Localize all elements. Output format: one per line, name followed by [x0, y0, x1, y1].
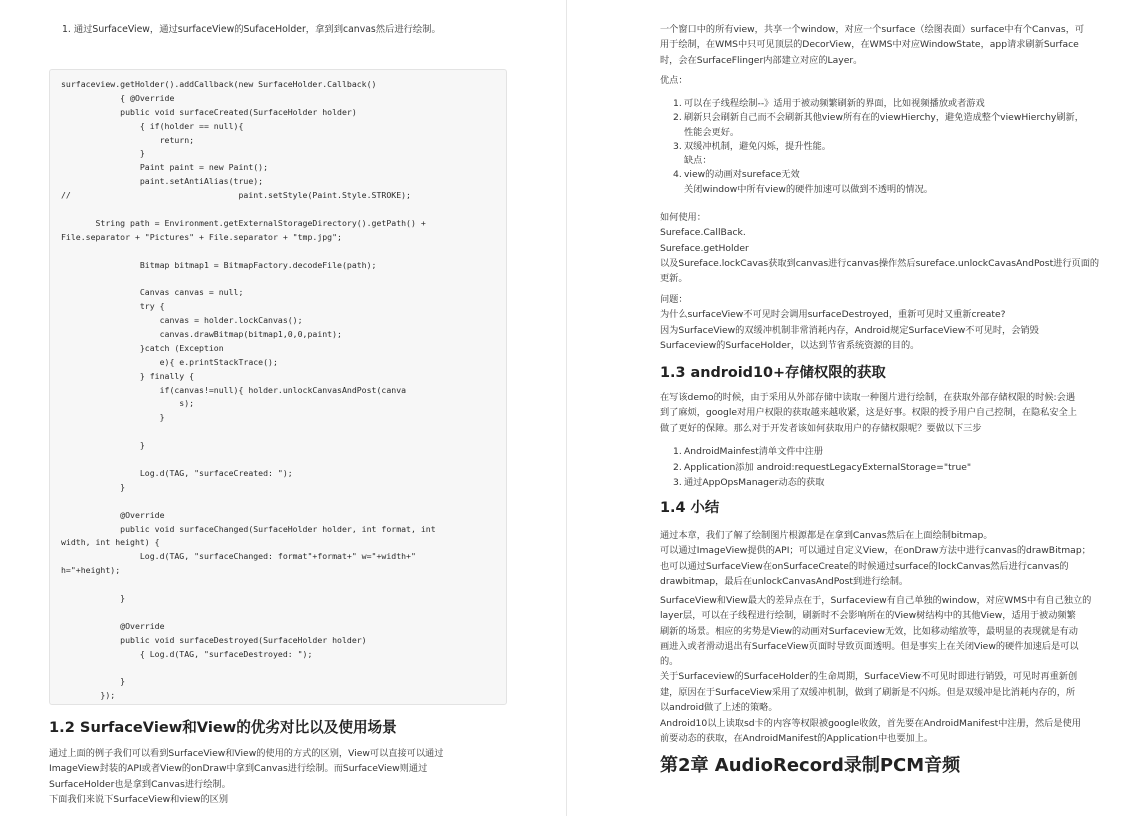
- list-item: [673, 97, 1113, 111]
- list-item: [673, 444, 1113, 460]
- text-line: 以android做了上述的策略。: [660, 702, 778, 714]
- code-line: }: [61, 676, 126, 687]
- summary-paragraph-1: [660, 528, 1112, 589]
- code-line: });: [61, 690, 116, 701]
- code-line: [61, 272, 496, 286]
- advantages-list: [673, 97, 1113, 197]
- text-line: 通过上面的例子我们可以看到SurfaceView和View的使用的方式的区别，View可以直接可以通过: [49, 748, 444, 759]
- text-line: 以及Sureface.lockCavas获取到canvas进行canvas操作然后sureface.unlockCavasAndPost进行页面的: [660, 257, 1100, 269]
- text-line: Sureface.getHolder: [660, 242, 749, 254]
- section-heading-1-3: 1.3 android10+存储权限的获取: [660, 365, 886, 381]
- list-number: 2.: [673, 112, 682, 124]
- text-line: 为什么surfaceView不可见时会调用surfaceDestroyed，重新可见时又重新create?: [660, 309, 1006, 321]
- code-line: // paint.setStyle(Paint.Style.STROKE);: [61, 190, 411, 201]
- list-text-continued: 关闭window中所有view的硬件加速可以做到不透明的情况。: [684, 183, 933, 195]
- summary-paragraph-3: [660, 716, 1112, 747]
- section-heading-1-2: 1.2 SurfaceView和View的优劣对比以及使用场景: [49, 719, 397, 736]
- text-line: SurfaceView和View最大的差异点在于，Surfaceview有自己单独的window，对应WMS中有自己独立的: [660, 595, 1092, 606]
- text-line: 时，会在SurfaceFlinger内部建立对应的Layer。: [660, 54, 863, 66]
- text-line: 到了麻烦，google对用户权限的获取越来越收紧，这是好事。权限的授予用户自己控制，在隐私安全上: [660, 407, 1077, 419]
- code-line: @Override: [61, 509, 165, 520]
- list-item: [673, 140, 1113, 169]
- code-line: [61, 425, 496, 439]
- code-line: }: [61, 592, 126, 603]
- text-line: 通过本章，我们了解了绘制图片根源都是在拿到Canvas然后在上面绘制bitmap。: [660, 530, 993, 541]
- text-line: 一个窗口中的所有view，共享一个window，对应一个surface（绘图表面）surface中有个Canvas，可: [660, 24, 1085, 35]
- code-line: @Override: [61, 620, 165, 631]
- code-line: return;: [61, 134, 195, 145]
- code-line: }: [61, 481, 126, 492]
- text-line: 如何使用：: [660, 212, 706, 223]
- text-line: Surfaceview的SurfaceHolder，以达到节省系统资源的目的。: [660, 339, 920, 351]
- section-1-3-paragraph: [660, 390, 1112, 436]
- text-line: 下面我们来说下SurfaceView和view的区别: [49, 793, 229, 805]
- code-line: canvas = holder.lockCanvas();: [61, 315, 303, 326]
- code-line: File.separator + "Pictures" + File.separator + "tmp.jpg";: [61, 231, 342, 242]
- code-line: { @Override: [61, 92, 175, 103]
- code-line: width, int height) {: [61, 537, 160, 548]
- code-line: e){ e.printStackTrace();: [61, 356, 278, 367]
- summary-paragraph-2: [660, 593, 1112, 715]
- text-line: ImageView封装的API或者View的onDraw中拿到Canvas进行绘制。而SurfaceView则通过: [49, 763, 428, 775]
- code-line: canvas.drawBitmap(bitmap1,0,0,paint);: [61, 329, 342, 340]
- text-line: 做了更好的保障。那么对于开发者该如何获取用户的存储权限呢？要做以下三步: [660, 422, 982, 434]
- code-line: Canvas canvas = null;: [61, 287, 244, 298]
- list-text: 通过AppOpsManager动态的获取: [684, 477, 825, 489]
- text-line: 关于Surfaceview的SurfaceHolder的生命周期，SurfaceView不可见时即进行销毁，可见时再重新创: [660, 671, 1078, 683]
- code-line: [61, 245, 496, 259]
- text-line: Android10以上读取sd卡的内容等权限被google收敛，首先要在AndroidManifest中注册，然后是使用: [660, 718, 1081, 729]
- steps-list: [673, 444, 1113, 491]
- list-number: 3.: [673, 477, 682, 489]
- text-line: 用于绘制，在WMS中只可见顶层的DecorView，在WMS中对应WindowState，app请求刷新Surface: [660, 39, 1079, 51]
- list-text: AndroidMainfest清单文件中注册: [684, 446, 824, 457]
- code-line: [61, 453, 496, 467]
- code-line: surfaceview.getHolder().addCallback(new SurfaceHolder.Callback(): [61, 79, 377, 89]
- code-line: { Log.d(TAG, "surfaceDestroyed: ");: [61, 648, 313, 659]
- question-paragraph: [660, 292, 1112, 353]
- list-text: Application添加 android:requestLegacyExternalStorage="true": [684, 461, 972, 473]
- text-line: 的。: [660, 656, 679, 668]
- code-line: [61, 495, 496, 509]
- list-text: 刷新只会刷新自己而不会刷新其他view所有在的viewHierchy，避免造成整个viewHierchy刷新，: [684, 112, 1084, 124]
- code-line: Log.d(TAG, "surfaceChanged: format"+format+" w="+width+": [61, 551, 416, 562]
- code-line: }: [61, 412, 165, 423]
- code-line: { if(holder == null){: [61, 120, 244, 131]
- code-line: } finally {: [61, 370, 195, 381]
- list-text: view的动画对sureface无效: [684, 169, 800, 181]
- code-line: [61, 203, 496, 217]
- list-item: [673, 460, 1113, 476]
- list-text-continued: 缺点：: [684, 155, 712, 167]
- text-line: 也可以通过SurfaceView在onSurfaceCreate的时候通过surface的lockCanvas然后进行canvas的: [660, 560, 1069, 572]
- text-line: 在写该demo的时候，由于采用从外部存储中读取一种图片进行绘制，在获取外部存储权限的时候:会遇: [660, 392, 1076, 403]
- usage-paragraph: [660, 210, 1112, 286]
- code-line: if(canvas!=null){ holder.unlockCanvasAndPost(canva: [61, 384, 407, 395]
- section-heading-1-4: 1.4 小结: [660, 500, 720, 516]
- list-text-continued: 性能会更好。: [684, 126, 740, 138]
- code-line: }: [61, 148, 145, 159]
- list-item: [673, 168, 1113, 197]
- code-block: [49, 69, 507, 705]
- code-line: [61, 578, 496, 592]
- list-number: 4.: [673, 169, 682, 181]
- code-line: public void surfaceChanged(SurfaceHolder holder, int format, int: [61, 523, 436, 534]
- list-text: 双缓冲机制，避免闪烁，提升性能。: [684, 140, 831, 152]
- text-line: 更新。: [660, 273, 688, 285]
- code-line: Log.d(TAG, "surfaceCreated: ");: [61, 467, 293, 478]
- text-line: 画进入或者滑动退出有SurfaceView页面时导致页面透明。但是事实上在关闭View的硬件加速后是可以: [660, 640, 1079, 652]
- window-paragraph: [660, 22, 1112, 68]
- code-line: s);: [61, 398, 195, 409]
- text-line: 问题：: [660, 294, 688, 305]
- code-line: Paint paint = new Paint();: [61, 162, 269, 173]
- intro-list-item: [62, 22, 532, 38]
- list-number: 2.: [673, 461, 682, 473]
- code-line: [61, 661, 496, 675]
- list-item: [673, 475, 1113, 491]
- advantages-label: [660, 73, 1112, 88]
- text-line: 因为SurfaceView的双缓冲机制非常消耗内存，Android规定SurfaceView不可见时，会销毁: [660, 324, 1039, 336]
- code-line: public void surfaceCreated(SurfaceHolder holder): [61, 106, 357, 117]
- text-line: drawbitmap，最后在unlockCanvasAndPost到进行绘制。: [660, 575, 909, 587]
- code-line: }catch (Exception: [61, 342, 224, 353]
- list-item: [673, 111, 1113, 140]
- advantages-label-text: 优点：: [660, 75, 688, 86]
- code-line: try {: [61, 301, 165, 312]
- code-line: paint.setAntiAlias(true);: [61, 176, 264, 187]
- code-line: [61, 606, 496, 620]
- text-line: 刷新的场景。相应的劣势是View的动画对Surfaceview无效，比如移动缩放等，最明显的表现就是有动: [660, 625, 1078, 637]
- section-1-2-text: [49, 746, 515, 807]
- intro-item-text: 1. 通过SurfaceView，通过surfaceView的SufaceHolder，拿到到canvas然后进行绘制。: [62, 24, 441, 35]
- code-line: }: [61, 440, 145, 451]
- text-line: 建，原因在于SurfaceView采用了双缓冲机制，做到了刷新是不闪烁。但是双缓冲是比消耗内存的，所: [660, 686, 1076, 698]
- code-line: public void surfaceDestroyed(SurfaceHolder holder): [61, 634, 367, 645]
- list-number: 1.: [673, 446, 682, 457]
- list-number: 1.: [673, 98, 682, 109]
- chapter-heading: 第2章 AudioRecord录制PCM音频: [660, 755, 961, 776]
- text-line: SurfaceHolder也是拿到Canvas进行绘制。: [49, 778, 231, 790]
- list-text: 可以在子线程绘制--》适用于被动频繁刷新的界面，比如视频播放或者游戏: [684, 98, 985, 109]
- text-line: Sureface.CallBack.: [660, 227, 746, 239]
- code-line: Bitmap bitmap1 = BitmapFactory.decodeFile(path);: [61, 259, 377, 270]
- text-line: 可以通过ImageView提供的API；可以通过自定义View，在onDraw方法中进行canvas的drawBitmap；: [660, 545, 1091, 557]
- text-line: layer层，可以在子线程进行绘制，刷新时不会影响所在的View树结构中的其他View，适用于被动频繁: [660, 610, 1076, 622]
- list-number: 3.: [673, 140, 682, 152]
- text-line: 前要动态的获取，在AndroidManifest的Application中也要加上。: [660, 733, 934, 745]
- code-line: h="+height);: [61, 565, 121, 576]
- code-line: String path = Environment.getExternalStorageDirectory().getPath() +: [61, 217, 426, 228]
